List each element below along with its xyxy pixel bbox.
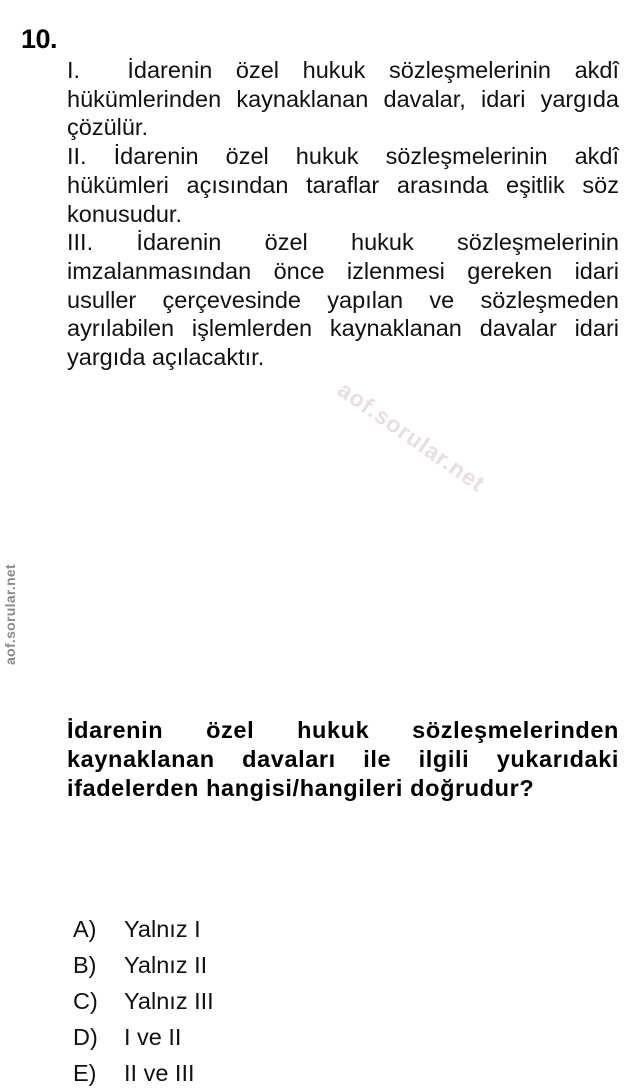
statement-3-label: III.: [67, 229, 94, 256]
statement-1: [67, 56, 619, 142]
option-c[interactable]: [73, 983, 642, 1019]
statement-3: [67, 228, 619, 372]
option-b-letter: B): [73, 951, 97, 978]
question-prompt: İdarenin özel hukuk sözleşmelerinden kaynaklanan davaları ile ilgili yukarıdaki ifadelerden hangisi/hangileri doğrudur?: [67, 716, 619, 801]
option-e[interactable]: [73, 1055, 642, 1091]
diagonal-watermark: aof.sorular.net: [333, 376, 491, 497]
question-number: 10.: [21, 24, 58, 54]
side-watermark: aof.sorular.net: [2, 564, 18, 665]
statement-2-label: II.: [67, 143, 87, 170]
option-a-text: Yalnız I: [124, 915, 201, 942]
option-d-text: I ve II: [124, 1023, 182, 1050]
statement-1-label: I.: [67, 57, 81, 83]
option-d[interactable]: [73, 1019, 642, 1055]
option-b-text: Yalnız II: [124, 951, 208, 978]
option-e-letter: E): [73, 1059, 97, 1086]
statement-2-text: İdarenin özel hukuk sözleşmelerinin akdî hükümleri açısından taraflar arasında eşitlik söz konusudur.: [67, 143, 619, 227]
statement-1-text: İdarenin özel hukuk sözleşmelerinin akdî hükümlerinden kaynaklanan davalar, idari yargıda çözülür.: [67, 57, 620, 141]
answer-options: [73, 911, 642, 1091]
option-d-letter: D): [73, 1023, 98, 1050]
option-a-letter: A): [73, 915, 97, 942]
statement-3-text: İdarenin özel hukuk sözleşmelerinin imzalanmasından önce izlenmesi gereken idari usuller çerçevesinde yapılan ve sözleşmeden ayrılabilen işlemlerden kaynaklanan davalar idari yargıda açılacaktır.: [67, 229, 619, 371]
option-e-text: II ve III: [124, 1059, 195, 1086]
question-statements: [67, 56, 619, 372]
option-b[interactable]: [73, 947, 642, 983]
option-c-letter: C): [73, 987, 98, 1014]
option-a[interactable]: [73, 911, 642, 947]
statement-2: [67, 142, 619, 228]
option-c-text: Yalnız III: [124, 987, 214, 1014]
